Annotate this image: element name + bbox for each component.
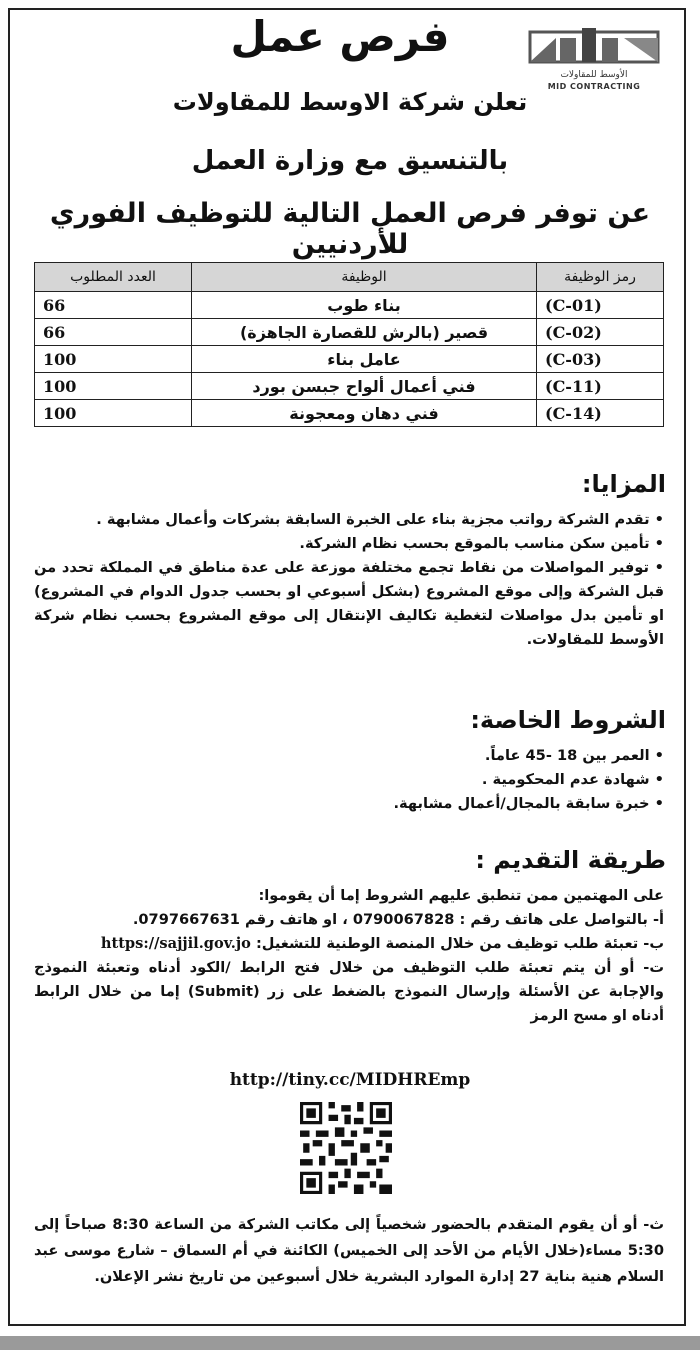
company-announcement: تعلن شركة الاوسط للمقاولات <box>172 88 528 116</box>
platform-text: ب- تعبئة طلب توظيف من خلال المنصة الوطنية للتشغيل: <box>255 935 664 952</box>
condition-item: • العمر بين 18 -45 عاماً. <box>484 747 664 764</box>
logo-arabic-text: الأوسط للمقاولات <box>560 70 628 80</box>
column-header: رمز الوظيفة <box>537 263 664 292</box>
table-row <box>35 373 664 400</box>
benefit-item: • تقدم الشركة رواتب مجزية بناء على الخبرة السابقة بشركات وأعمال مشابهة . <box>96 511 664 528</box>
benefit-item: • توفير المواصلات من نقاط تجمع مختلفة موزعة على عدة مناطق في المملكة تحدد من قبل الشركة وإلى موقع المشروع (بشكل أسبوعي او بحسب جدول الدوام في المشروع) او تأمين بدل مواصلات لتغطية تكاليف الإنتقال إلى موقع المشروع بحسب نظام شركة الأوسط للمقاولات. <box>34 559 664 648</box>
logo-english-text: MID CONTRACTING <box>547 82 641 91</box>
apply-intro: على المهتمين ممن تنطبق عليهم الشروط إما أن يقوموا: <box>258 887 664 904</box>
job-code: (C-14) <box>537 400 664 427</box>
page-bottom-bar <box>0 1336 700 1350</box>
column-header: الوظيفة <box>192 263 537 292</box>
page-title: فرص عمل <box>230 12 450 61</box>
job-code: (C-01) <box>537 292 664 319</box>
job-count: 100 <box>35 373 192 400</box>
job-count: 100 <box>35 346 192 373</box>
qr-code-icon[interactable] <box>300 1102 392 1194</box>
condition-item: • شهادة عدم المحكومية . <box>481 771 664 788</box>
job-code: (C-02) <box>537 319 664 346</box>
job-title: فني أعمال ألواح جبسن بورد <box>192 373 537 400</box>
benefits-title: المزايا: <box>581 470 666 498</box>
apply-option-visit: ث- أو أن يقوم المتقدم بالحضور شخصياً إلى مكاتب الشركة من الساعة 8:30 صباحاً إلى 5:30 مساء(خلال الأيام من الأحد إلى الخميس) الكائنة في أم السماق – شارع موسى عبد السلام هنية بناية 27 إدارة الموارد البشرية خلال أسبوعين من تاريخ نشر الإعلان. <box>34 1216 664 1285</box>
table-row <box>35 400 664 427</box>
platform-link[interactable]: https://sajjil.gov.jo <box>100 935 251 952</box>
apply-option-platform <box>34 932 664 956</box>
jobs-table <box>34 262 664 427</box>
form-link[interactable]: http://tiny.cc/MIDHREmp <box>229 1070 471 1090</box>
apply-title: طريقة التقديم : <box>475 846 666 874</box>
apply-instructions <box>34 884 664 1028</box>
job-title: قصير (بالرش للقصارة الجاهزة) <box>192 319 537 346</box>
job-count: 100 <box>35 400 192 427</box>
table-row <box>35 319 664 346</box>
table-row <box>35 292 664 319</box>
condition-item: • خبرة سابقة بالمجال/أعمال مشابهة. <box>393 795 664 812</box>
table-row <box>35 346 664 373</box>
column-header: العدد المطلوب <box>35 263 192 292</box>
job-code: (C-03) <box>537 346 664 373</box>
apply-option-form: ت- أو أن يتم تعبئة طلب التوظيف من خلال فتح الرابط /الكود أدناه وتعبئة النموذج والإجابة عن الأسئلة وإرسال النموذج بالضغط على زر (Submit) إما من خلال الرابط أدناه او مسح الرمز <box>34 959 664 1024</box>
job-code: (C-11) <box>537 373 664 400</box>
apply-option-phone: أ- بالتواصل على هاتف رقم : 0790067828 ، او هاتف رقم 0797667631. <box>132 911 664 928</box>
benefit-item: • تأمين سكن مناسب بالموقع بحسب نظام الشركة. <box>299 535 664 552</box>
job-title: بناء طوب <box>192 292 537 319</box>
conditions-title: الشروط الخاصة: <box>470 706 666 734</box>
ministry-coordination: بالتنسيق مع وزارة العمل <box>191 146 509 176</box>
job-title: فني دهان ومعجونة <box>192 400 537 427</box>
job-count: 66 <box>35 319 192 346</box>
conditions-list <box>34 744 664 816</box>
opportunities-heading: عن توفر فرص العمل التالية للتوظيف الفوري للأردنيين <box>49 198 651 260</box>
benefits-list <box>34 508 664 652</box>
job-count: 66 <box>35 292 192 319</box>
job-title: عامل بناء <box>192 346 537 373</box>
table-header-row <box>35 263 664 292</box>
